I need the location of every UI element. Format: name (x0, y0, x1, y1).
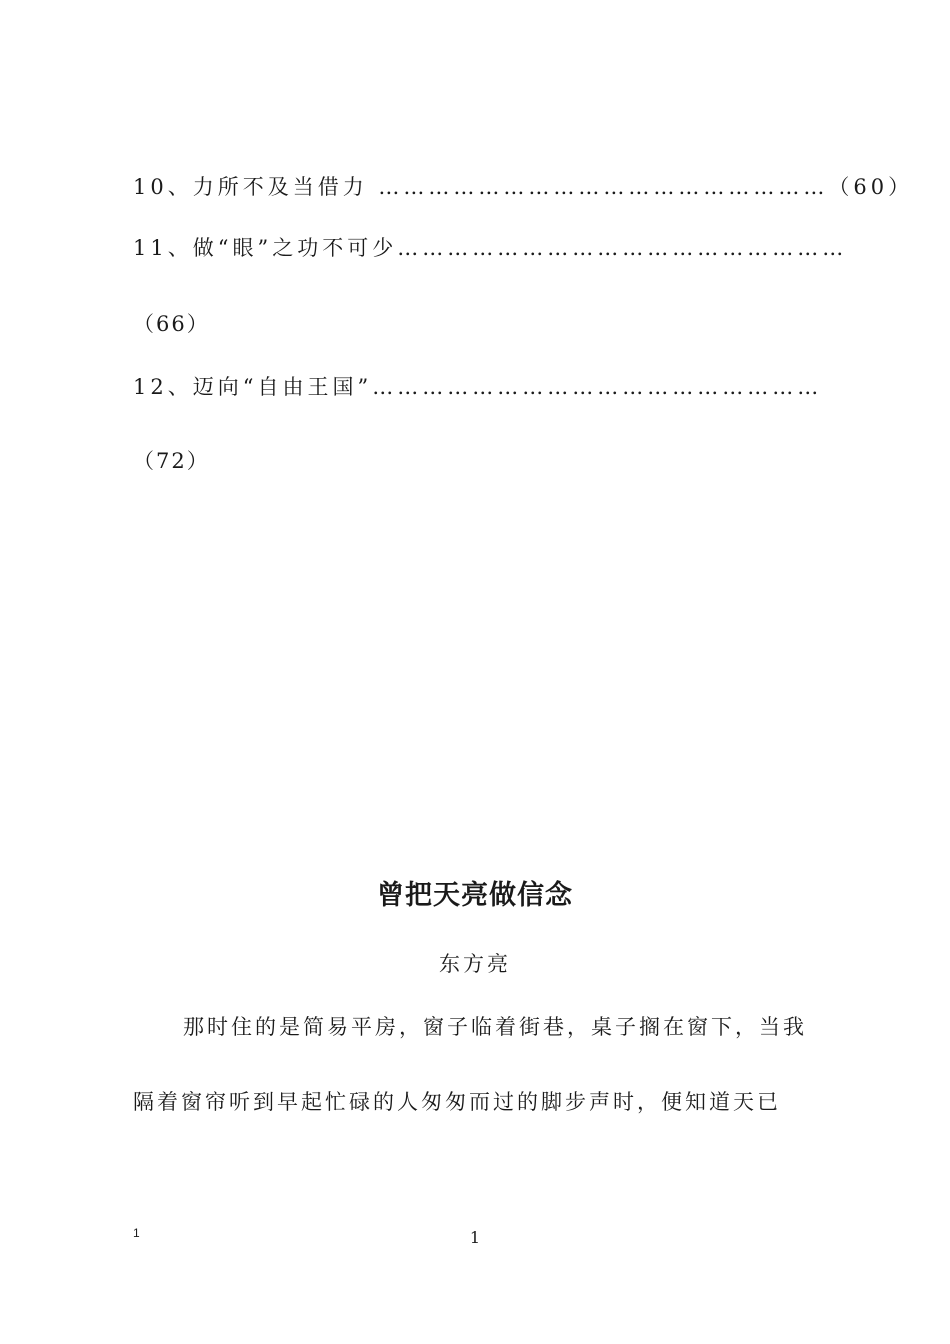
toc-entry-12-page: （72） (133, 449, 210, 473)
footnote-mark: 1 (133, 1226, 140, 1240)
toc-entry-10: 10、力所不及当借力 ………………………………………………（60） (133, 175, 914, 199)
toc-entry-11: 11、做“眼”之功不可少……………………………………………… (133, 236, 848, 260)
toc-entry-11-page: （66） (133, 312, 210, 336)
article-title: 曾把天亮做信念 (377, 880, 573, 911)
page-number: 1 (469, 1228, 481, 1247)
paragraph-line-2: 隔着窗帘听到早起忙碌的人匆匆而过的脚步声时，便知道天已 (133, 1090, 781, 1114)
paragraph-line-1: 那时住的是简易平房，窗子临着街巷，桌子搁在窗下，当我 (183, 1015, 807, 1039)
article-author: 东方亮 (439, 952, 511, 976)
toc-entry-12: 12、迈向“自由王国”……………………………………………… (133, 375, 823, 399)
